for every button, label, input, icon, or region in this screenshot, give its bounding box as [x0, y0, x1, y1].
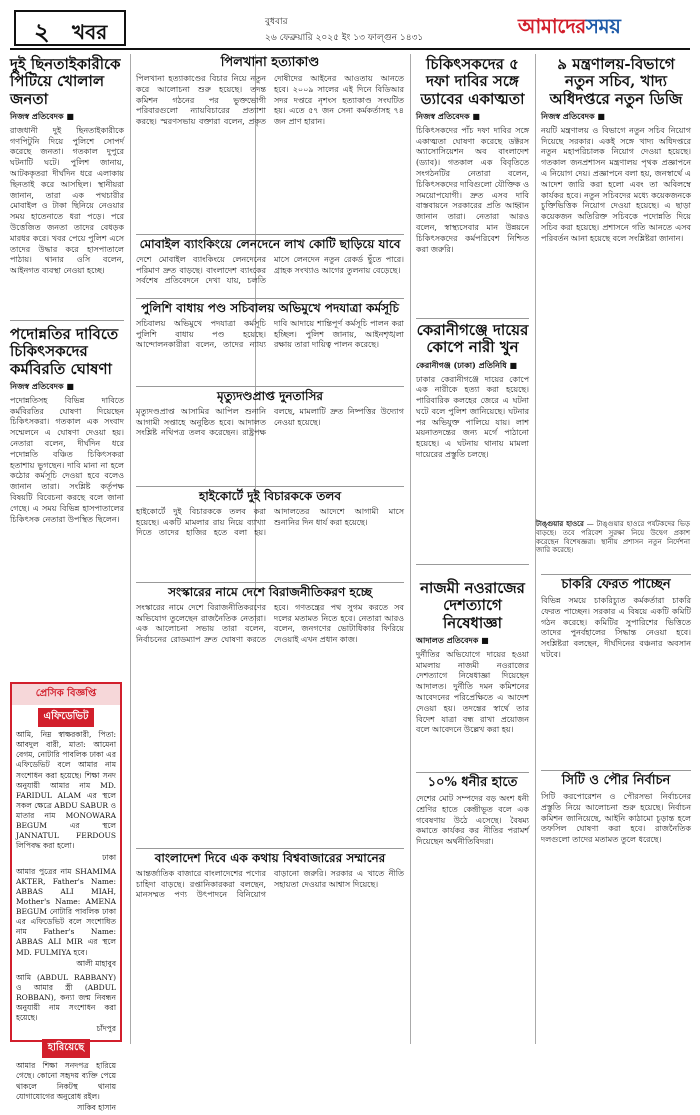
date-label: ২৬ ফেব্রুয়ারি ২০২৫ ইং ১৩ ফাল্গুন ১৪৩১ — [265, 33, 424, 43]
article-body: দুর্নীতির অভিযোগে দায়ের হওয়া মামলায় নাজমী নওরাজের দেশত্যাগে নিষেধাজ্ঞা দিয়েছেন আদালত। দুর্নীতি দমন কমিশনের আবেদনের পরিপ্রেক্ষিতে এ আদেশ দেওয়া হয়। তদন্তের স্বার্থে তার বিদেশ যাত্রা বন্ধ রাখা প্রয়োজন বলে আবেদনে উল্লেখ করা হয়। — [416, 649, 529, 735]
page-header — [10, 8, 690, 48]
article-wealth-gap — [416, 776, 529, 1042]
notice-body: আমার শিক্ষা সনদপত্র হারিয়ে গেছে। কোনো সহৃদয় ব্যক্তি পেয়ে থাকলে নিকটস্থ থানায় যোগাযোগের অনুরোধ রইল। — [16, 1061, 116, 1101]
section-name: খবর — [72, 20, 108, 44]
article-body: আন্তর্জাতিক বাজারে বাংলাদেশের পণ্যের চাহিদা বাড়ছে। রপ্তানিকারকরা বলছেন, মানসম্মত পণ্য উৎপাদনে বিনিয়োগ বাড়ানো জরুরি। সরকার এ খাতে নীতি সহায়তা দেওয়ার আশ্বাস দিয়েছে। — [136, 868, 404, 900]
article-body: সচিবালয় অভিমুখে পদযাত্রা কর্মসূচি পুলিশি বাধায় পণ্ড হয়েছে। আন্দোলনকারীরা বলেন, তাদের ন্যায্য দাবি আদায়ে শান্তিপূর্ণ কর্মসূচি পালন করা হচ্ছিল। পুলিশ জানায়, আইনশৃঙ্খলা রক্ষায় তারা দায়িত্ব পালন করেছে। — [136, 318, 404, 350]
article-headline: বাংলাদেশ দিবে এক কথায় বিশ্ববাজারের সম্মানের — [154, 851, 386, 865]
col4-strip — [536, 520, 690, 572]
classified-item-signature: চাঁদপুর — [96, 1024, 116, 1034]
article-body: পদোন্নতিসহ বিভিন্ন দাবিতে কর্মবিরতির ঘোষণা দিয়েছেন চিকিৎসকরা। গতকাল এক সংবাদ সম্মেলনে এ ঘোষণা দেওয়া হয়। নেতারা বলেন, দীর্ঘদিন ধরে পদোন্নতি বঞ্চিত চিকিৎসকরা হতাশায় ভুগছেন। দাবি মানা না হলে কঠোর কর্মসূচি দেওয়া হবে বলেও জানান তারা। সংশ্লিষ্ট কর্তৃপক্ষ বিষয়টি বিবেচনা করছে বলে জানা গেছে। এ সময় বিভিন্ন হাসপাতালের চিকিৎসক নেতারা উপস্থিত ছিলেন। — [10, 395, 124, 524]
article-headline: সিটি ও পৌর নির্বাচন — [561, 773, 671, 788]
article-body: দেশে মোবাইল ব্যাংকিংয়ে লেনদেনের পরিমাণ দ্রুত বাড়ছে। বাংলাদেশ ব্যাংকের সর্বশেষ প্রতিবেদনে দেখা যায়, চলতি মাসে লেনদেন নতুন রেকর্ড ছুঁতে পারে। গ্রাহক সংখ্যাও আগের তুলনায় বেড়েছে। — [136, 254, 404, 286]
article-body: বিভিন্ন সময়ে চাকরিচ্যুত কর্মকর্তারা চাকরি ফেরত পাচ্ছেন। সরকার এ বিষয়ে একটি কমিটি গঠন করেছে। কমিটির সুপারিশের ভিত্তিতে তাদের পুনর্বহালের সিদ্ধান্ত নেওয়া হবে। সংশ্লিষ্টরা বলছেন, দীর্ঘদিনের বঞ্চনার অবসান ঘটবে। — [541, 595, 691, 659]
page-label-box — [14, 10, 126, 46]
article-headline: সংস্কারের নামে দেশে বিরাজনীতিকরণ হচ্ছে — [168, 585, 372, 599]
article-byline: নিজস্ব প্রতিবেদক ■ — [416, 110, 480, 121]
article-body: চিকিৎসকদের পাঁচ দফা দাবির সঙ্গে একাত্মতা ঘোষণা করেছে ডক্টরস অ্যাসোসিয়েশন অব বাংলাদেশ (ড্যাব)। গতকাল এক বিবৃতিতে সংগঠনটির নেতারা বলেন, চিকিৎসকদের দাবিগুলো যৌক্তিক ও সময়োপযোগী। দ্রুত এসব দাবি বাস্তবায়নে সরকারের প্রতি আহ্বান জানান তারা। নেতারা আরও বলেন, স্বাস্থ্যসেবার মান উন্নয়নে চিকিৎসকদের কর্মপরিবেশ নিশ্চিত করা জরুরি। — [416, 125, 529, 254]
article-high-court — [136, 490, 404, 580]
masthead-logo — [518, 12, 620, 45]
classified-box — [10, 682, 122, 1112]
day-label: বুধবার — [265, 17, 288, 27]
article-byline: নিজস্ব প্রতিবেদক ■ — [10, 110, 74, 121]
article-byline: নিজস্ব প্রতিবেদক ■ — [541, 110, 605, 121]
article-body: সংস্কারের নামে দেশে বিরাজনীতিকরণের অভিযোগ তুলেছেন রাজনৈতিক নেতারা। এক আলোচনা সভায় তারা বলেন, নির্বাচনের রোডম্যাপ দ্রুত ঘোষণা করতে হবে। গণতন্ত্রের পথ সুগম করতে সব দলের মতামত নিতে হবে। নেতারা আরও বলেন, জনগণের ভোটাধিকার ফিরিয়ে দেওয়াই এখন প্রধান কাজ। — [136, 602, 404, 645]
article-divider — [541, 574, 691, 575]
article-city-election — [541, 774, 691, 1042]
article-divider — [136, 386, 404, 387]
classified-item-body: আমার পুত্রের নাম SHAMIMA AKTER, Father's Name: ABBAS ALI MIAH, Mother's Name: AMENA BEGUM নোটারি পাবলিক ঢাকা এর এফিডেভিট বলে সংশোধিত নাম Father's Name: ABBAS ALI MIR এর স্থলে MD. FULMIYA হবে। — [16, 866, 116, 957]
article-travel-ban — [416, 580, 529, 770]
article-body: পিলখানা হত্যাকাণ্ডের বিচার নিয়ে নতুন করে আলোচনা শুরু হয়েছে। তদন্ত কমিশন গঠনের পর ভুক্তভোগী পরিবারগুলো ন্যায়বিচারের প্রত্যাশা করছে। স্মরণসভায় বক্তারা বলেন, প্রকৃত দোষীদের আইনের আওতায় আনতে হবে। ২০০৯ সালের এই দিনে বিডিআর সদর দপ্তরে নৃশংস হত্যাকাণ্ড সংঘটিত হয়। এতে ৫৭ জন সেনা কর্মকর্তাসহ ৭৪ জন প্রাণ হারান। — [136, 73, 404, 127]
article-thieves — [10, 56, 124, 326]
article-body: সিটি করপোরেশন ও পৌরসভা নির্বাচনের প্রস্তুতি নিয়ে আলোচনা শুরু হয়েছে। নির্বাচন কমিশন জানিয়েছে, আইনি কাঠামো চূড়ান্ত হলে তফসিল ঘোষণা করা হবে। রাজনৈতিক দলগুলো তাদের মতামত তুলে ধরেছে। — [541, 791, 691, 845]
article-headline: পুলিশি বাধায় পণ্ড সচিবালয় অভিমুখে পদযাত্রা কর্মসূচি — [140, 301, 400, 315]
article-divider — [136, 298, 404, 299]
article-secretariat-march — [136, 302, 404, 384]
article-jobs-back — [541, 578, 691, 768]
article-body: হাইকোর্টে দুই বিচারককে তলব করা হয়েছে। একটি মামলার রায় নিয়ে ব্যাখ্যা দিতে তাদের হাজির হতে বলা হয়। আদালতের আদেশে আগামী মাসে শুনানির দিন ধার্য করা হয়েছে। — [136, 506, 404, 538]
article-new-secretaries — [541, 56, 691, 516]
article-byline: আদালত প্রতিবেদক ■ — [416, 634, 489, 645]
article-bangladesh-market — [136, 852, 404, 1042]
article-headline: চিকিৎসকদের ৫ দফা দাবির সঙ্গে ড্যাবের একাত্মতা — [420, 55, 525, 108]
article-headline: টাঙ্গুয়ার হাওরে — টাঙ্গুয়ার হাওরে পর্যটকদের ভিড় বাড়ছে। তবে পরিবেশ সুরক্ষা নিয়ে উদ্বেগ প্রকাশ করেছেন বিশেষজ্ঞরা। স্থানীয় প্রশাসন নতুন নির্দেশনা জারি করেছে। — [536, 519, 690, 555]
article-body: ঢাকার কেরানীগঞ্জে দায়ের কোপে এক নারীকে হত্যা করা হয়েছে। পারিবারিক কলহের জেরে এ ঘটনা ঘটে বলে পুলিশ জানিয়েছে। ঘটনার পর অভিযুক্ত পালিয়ে যায়। লাশ ময়নাতদন্তের জন্য মর্গে পাঠানো হয়েছে। এ ঘটনায় থানায় মামলা দায়েরের প্রস্তুতি চলছে। — [416, 374, 529, 460]
article-headline: মৃত্যুদণ্ডপ্রাপ্ত দুনতাসির — [216, 389, 323, 403]
article-headline: ৯ মন্ত্রণালয়-বিভাগে নতুন সচিব, খাদ্য অধিদপ্তরে নতুন ডিজি — [549, 55, 683, 108]
article-body: দেশের মোট সম্পদের বড় অংশ ধনী শ্রেণির হাতে কেন্দ্রীভূত বলে এক গবেষণায় উঠে এসেছে। বৈষম্য কমাতে কার্যকর কর নীতির পরামর্শ দিয়েছেন অর্থনীতিবিদরা। — [416, 793, 529, 847]
article-divider — [136, 234, 404, 235]
article-divider — [136, 486, 404, 487]
article-divider — [136, 582, 404, 583]
article-body: রাজধানী দুই ছিনতাইকারীকে গণপিটুনি দিয়ে পুলিশে সোপর্দ করেছে জনতা। গতকাল দুপুরে ঘটনাটি ঘটে। পুলিশ জানায়, আটককৃতরা দীর্ঘদিন ধরে এলাকায় ছিনতাই করে আসছিল। স্থানীয়রা জানান, তারা এক পথচারীর মোবাইল ও টাকা ছিনিয়ে নেওয়ার সময় হাতেনাতে ধরা পড়ে। পরে উত্তেজিত জনতা তাদের বেধড়ক মারধর করে। খবর পেয়ে পুলিশ এসে তাদের উদ্ধার করে হাসপাতালে পাঠায়। থানার ওসি বলেন, আইনগত ব্যবস্থা নেওয়া হচ্ছে। — [10, 125, 124, 276]
article-doctors-strike — [10, 326, 124, 676]
article-divider — [136, 848, 404, 849]
article-divider — [416, 772, 529, 773]
article-byline: কেরানীগঞ্জ (ঢাকা) প্রতিনিধি ■ — [416, 359, 518, 370]
article-headline: হাইকোর্টে দুই বিচারককে তলব — [198, 489, 342, 503]
article-reform-politics — [136, 586, 404, 846]
classified-item-body: আমি, নিম্ন স্বাক্ষরকারী, পিতা: আবদুল বারী, মাতা: আমেনা বেগম, নোটারি পাবলিক ঢাকা এর এফিডেভিট বলে আমার নাম সংশোধন করা হয়েছে। শিক্ষা সনদ অনুযায়ী আমার নাম MD. FARIDUL ALAM এর স্থলে সকল ক্ষেত্রে ABDU SABUR ও মাতার নাম MONOWARA BEGUM এর স্থলে JANNATUL FERDOUS লিপিবদ্ধ করা হলো। — [16, 730, 116, 851]
article-headline: নাজমী নওরাজের দেশত্যাগে নিষেধাজ্ঞা — [420, 579, 525, 632]
classified-item-body: আমি (ABDUL RABBANY) ও আমার স্ত্রী (ABDUL ROBBAN), কন্যা জন্ম নিবন্ধন অনুযায়ী নাম সংশোধন করা হয়েছে। — [16, 972, 116, 1023]
notice-title: হারিয়েছে — [12, 1039, 120, 1058]
article-death-sentence — [136, 390, 404, 484]
article-headline: দুই ছিনতাইকারীকে পিটিয়ে খোলাল জনতা — [10, 55, 121, 108]
article-body: নয়টি মন্ত্রণালয় ও বিভাগে নতুন সচিব নিয়োগ দিয়েছে সরকার। একই সঙ্গে খাদ্য অধিদপ্তরে নতুন মহাপরিচালক নিয়োগ দেওয়া হয়েছে। গতকাল জনপ্রশাসন মন্ত্রণালয় পৃথক প্রজ্ঞাপনে এ নিয়োগ দেয়। প্রজ্ঞাপনে বলা হয়, জনস্বার্থে এ আদেশ জারি করা হলো এবং তা অবিলম্বে কার্যকর হবে। নতুন সচিবদের মধ্যে কয়েকজনকে চুক্তিভিত্তিক নিয়োগ দেওয়া হয়েছে। এ ছাড়া কয়েকজন অতিরিক্ত সচিবকে পদোন্নতি দিয়ে সচিব করা হয়েছে। প্রশাসনে গতি আনতে এসব পরিবর্তন আনা হয়েছে বলে সংশ্লিষ্টরা জানান। — [541, 125, 691, 243]
article-mobile-banking — [136, 238, 404, 296]
column-divider — [410, 54, 411, 1044]
article-divider — [416, 564, 529, 565]
logo-text-main: আমাদের — [518, 14, 586, 38]
article-pilkhana — [136, 56, 404, 234]
page-number: ২ — [34, 17, 50, 46]
article-headline: পিলখানা হত্যাকাণ্ড — [220, 55, 320, 70]
notice-signature: সাকিব হাসান — [77, 1102, 116, 1112]
column-divider — [130, 54, 131, 1044]
classified-item-signature: ঢাকা — [102, 852, 116, 862]
article-keraniganj-murder — [416, 322, 529, 562]
classified-item-title: এফিডেভিট — [12, 708, 120, 727]
classified-header: প্রেসিক বিজ্ঞপ্তি — [12, 684, 120, 705]
article-headline: কেরানীগঞ্জে দায়ের কোপে নারী খুন — [416, 321, 529, 357]
article-headline: চাকরি ফেরত পাচ্ছেন — [561, 577, 671, 592]
article-dab-support — [416, 56, 529, 316]
article-divider — [416, 318, 529, 319]
logo-text-end: সময় — [585, 14, 621, 38]
classified-item-signature: আলী মাহাবুব — [76, 958, 116, 968]
article-body: মৃত্যুদণ্ডপ্রাপ্ত আসামির আপিল শুনানি আগামী সপ্তাহে অনুষ্ঠিত হবে। আদালত সংশ্লিষ্ট নথিপত্র তলব করেছেন। রাষ্ট্রপক্ষ বলছে, মামলাটি দ্রুত নিষ্পত্তির উদ্যোগ নেওয়া হয়েছে। — [136, 406, 404, 438]
article-headline: ১০% ধনীর হাতে — [427, 775, 518, 790]
article-divider — [10, 320, 124, 321]
article-headline: মোবাইল ব্যাংকিংয়ে লেনদেনে লাখ কোটি ছাড়িয়ে যাবে — [139, 237, 401, 251]
article-divider — [541, 770, 691, 771]
spacer — [261, 1046, 262, 1047]
header-rule — [10, 48, 690, 50]
article-byline: নিজস্ব প্রতিবেদক ■ — [10, 380, 74, 391]
article-headline: পদোন্নতির দাবিতে চিকিৎসকদের কর্মবিরতি ঘোষণা — [10, 325, 119, 378]
